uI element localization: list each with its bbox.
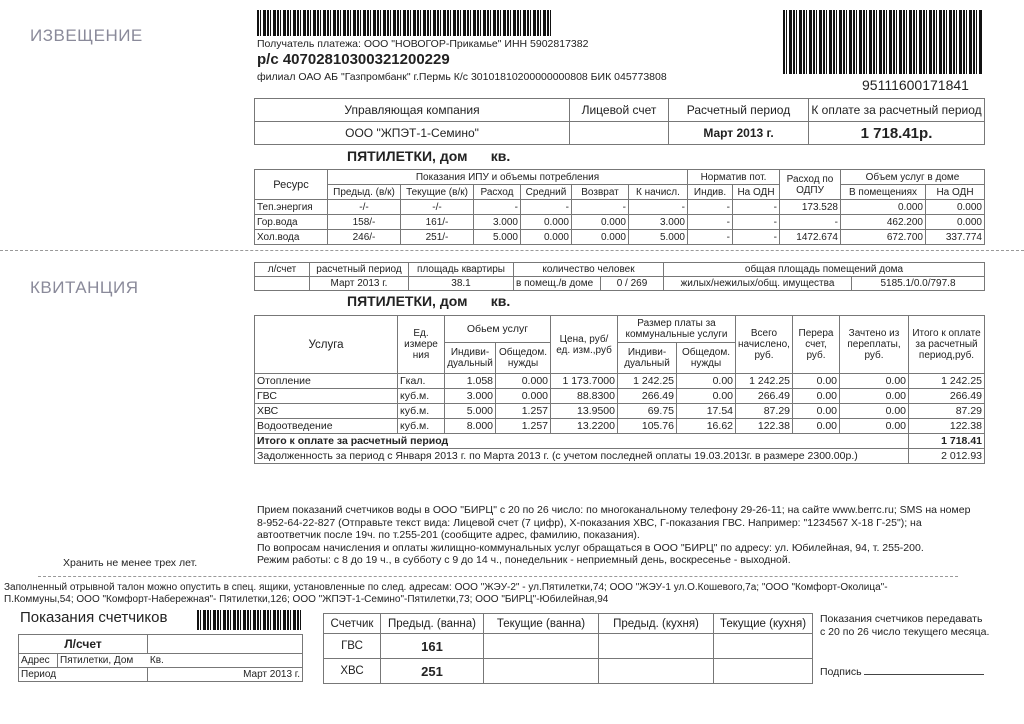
stub-address-value: Пятилетки, Дом Кв. xyxy=(58,654,303,668)
cell: 0.00 xyxy=(793,389,840,404)
h-due: Итого к оплате за расчетный период,руб. xyxy=(909,316,985,374)
cell: - xyxy=(688,200,733,215)
cell: 0.00 xyxy=(840,389,909,404)
cell: - xyxy=(572,200,629,215)
cell: 246/- xyxy=(328,230,401,245)
account-label: Лицевой счет xyxy=(570,99,669,122)
cell: 1 242.25 xyxy=(736,374,793,389)
cell: 1.058 xyxy=(445,374,496,389)
meter-table xyxy=(254,169,985,245)
info-line-4: По вопросам начисления и оплаты жилищно-коммунальных услуг обращаться в ООО "БИРЦ" по адресу: ул. Юбилейная, 94, т. 255-200. xyxy=(257,541,924,554)
cell: - xyxy=(629,200,688,215)
cell: 0.000 xyxy=(572,215,629,230)
sub-house-odn: На ОДН xyxy=(926,185,985,200)
cell: - xyxy=(688,215,733,230)
cell: - xyxy=(733,200,780,215)
cell: 13.2200 xyxy=(551,419,618,434)
company-label: Управляющая компания xyxy=(255,99,570,122)
cell: 0.00 xyxy=(677,374,736,389)
info-text xyxy=(257,504,987,567)
services-table xyxy=(254,315,985,464)
h-service: Услуга xyxy=(255,316,398,374)
receipt-label: КВИТАНЦИЯ xyxy=(30,278,139,297)
receipt-info-table xyxy=(254,262,985,291)
info-line-5: Режим работы: с 8 до 19 ч., в субботу с 9 до 14 ч., понедельник - неприемный день, воскресенье - выходной. xyxy=(257,554,791,566)
table-row xyxy=(255,230,985,245)
sub-odn: На ОДН xyxy=(733,185,780,200)
drop-note-line-2: П.Коммуны,54; ООО "Комфорт-Набережная"- Пятилетки,126; ООО "ЖПЭТ-1-Семино"-Пятилетки,73; ООО "БИРЦ"-Юбилейная,94 xyxy=(4,594,609,605)
cell: куб.м. xyxy=(398,389,445,404)
table-row xyxy=(255,374,985,389)
cell: 5.000 xyxy=(629,230,688,245)
cell: 266.49 xyxy=(909,389,985,404)
meter-readings-table xyxy=(323,613,813,684)
bank-details: филиал ОАО АБ "Газпромбанк" г.Пермь К/с 30101810200000000808 БИК 045773808 xyxy=(257,71,667,83)
sub-avg: Средний xyxy=(521,185,572,200)
submit-note: Показания счетчиков передавать с 20 по 26 число текущего месяца. xyxy=(820,613,990,638)
barcode-number: 95111600171841 xyxy=(862,77,969,93)
stub-period-value: Март 2013 г. xyxy=(148,668,303,682)
stub-info-table xyxy=(18,634,303,682)
h-period: расчетный период xyxy=(310,263,409,277)
cur-bath-input[interactable] xyxy=(484,634,599,659)
cell: куб.м. xyxy=(398,404,445,419)
cell: 69.75 xyxy=(618,404,677,419)
receipt-address: ПЯТИЛЕТКИ, дом кв. xyxy=(347,293,511,309)
period-value: Март 2013 г. xyxy=(669,122,809,145)
cell: 8.000 xyxy=(445,419,496,434)
cell: 5.000 xyxy=(474,230,521,245)
prev-bath-value: 251 xyxy=(381,659,484,684)
sub-indiv: Индив. xyxy=(688,185,733,200)
cell: 1472.674 xyxy=(780,230,841,245)
cell: 17.54 xyxy=(677,404,736,419)
sub-pay-indiv: Индиви- дуальный xyxy=(618,343,677,374)
table-row xyxy=(255,419,985,434)
h-cur-bath: Текущие (ванна) xyxy=(484,614,599,634)
meter-name: ХВС xyxy=(324,659,381,684)
notice-header-table xyxy=(254,98,985,145)
cell: 1.257 xyxy=(496,419,551,434)
total-label: Итого к оплате за расчетный период xyxy=(255,434,909,449)
h-overpay: Зачтено из переплаты, руб. xyxy=(840,316,909,374)
people-value: 0 / 269 xyxy=(601,277,664,291)
sub-vol-indiv: Индиви- дуальный xyxy=(445,343,496,374)
cell: - xyxy=(780,215,841,230)
stub-address-label: Адрес xyxy=(19,654,58,668)
row-name: Теп.энергия xyxy=(255,200,328,215)
barcode-stub xyxy=(197,610,302,630)
cell: - xyxy=(733,230,780,245)
h-pay: Размер платы за коммунальные услуги xyxy=(618,316,736,343)
cell: 0.000 xyxy=(496,389,551,404)
total-value: 1 718.41 xyxy=(909,434,985,449)
area-value: 38.1 xyxy=(409,277,514,291)
cell: - xyxy=(521,200,572,215)
cell: - xyxy=(733,215,780,230)
service-name: Водоотведение xyxy=(255,419,398,434)
h-total: Всего начислено, руб. xyxy=(736,316,793,374)
h-area: площадь квартиры xyxy=(409,263,514,277)
table-row xyxy=(255,215,985,230)
drop-note-line-1: Заполненный отрывной талон можно опустить в спец. ящики, установленные по след. адресам: ООО "ЖЭУ-2" - ул.Пятилетки,74; ООО "ЖЭУ-1 ул.О.Кошевого,7а; "ООО "Комфорт-Околица"- xyxy=(4,582,888,593)
cell: 1 242.25 xyxy=(909,374,985,389)
cell: 0.000 xyxy=(521,215,572,230)
cell: 16.62 xyxy=(677,419,736,434)
cell: 337.774 xyxy=(926,230,985,245)
cell: 1 242.25 xyxy=(618,374,677,389)
service-name: ХВС xyxy=(255,404,398,419)
table-row xyxy=(255,389,985,404)
cell: 0.000 xyxy=(496,374,551,389)
sub-use: Расход xyxy=(474,185,521,200)
debt-value: 2 012.93 xyxy=(909,449,985,464)
h-people: количество человек xyxy=(514,263,664,277)
cell: 105.76 xyxy=(618,419,677,434)
table-row xyxy=(324,634,813,659)
info-line-1: Прием показаний счетчиков воды в ООО "БИРЦ" с 20 по 26 число: по многоканальному телефону 29-26-11; на сайте www.berrc.ru; SMS на номер xyxy=(257,504,971,516)
table-row xyxy=(255,404,985,419)
cur-kitchen-input[interactable] xyxy=(714,659,813,684)
cell: 1 173.7000 xyxy=(551,374,618,389)
table-row xyxy=(255,200,985,215)
sub-prev: Предыд. (в/к) xyxy=(328,185,401,200)
cell: куб.м. xyxy=(398,419,445,434)
cell: 0.00 xyxy=(840,419,909,434)
due-label: К оплате за расчетный период xyxy=(809,99,985,122)
debt-label: Задолженность за период с Января 2013 г. по Марта 2013 г. (с учетом последней оплаты 19.03.2013г. в размере 2300.00р.) xyxy=(255,449,909,464)
notice-label: ИЗВЕЩЕНИЕ xyxy=(30,26,143,45)
meter-name: ГВС xyxy=(324,634,381,659)
table-row xyxy=(324,659,813,684)
notice-address: ПЯТИЛЕТКИ, дом кв. xyxy=(347,148,511,164)
cell: 13.9500 xyxy=(551,404,618,419)
h-cur-kitchen: Текущие (кухня) xyxy=(714,614,813,634)
info-line-2: 8-952-64-22-827 (Отправьте текст вида: Лицевой счет (7 цифр), Х-показания ХВС, Г-показания ГВС. Например: "1234567 Х-18 Г-25"); на xyxy=(257,516,922,529)
h-house: Объем услуг в доме xyxy=(841,170,985,185)
stub-account-value xyxy=(148,635,303,654)
drop-note xyxy=(4,582,1004,606)
sign-label: Подпись xyxy=(820,666,862,678)
sub-return: Возврат xyxy=(572,185,629,200)
cell: 161/- xyxy=(401,215,474,230)
cell: 0.00 xyxy=(840,404,909,419)
h-meter: Счетчик xyxy=(324,614,381,634)
cell: 0.00 xyxy=(793,419,840,434)
cell: -/- xyxy=(328,200,401,215)
sub-vol-common: Общедом. нужды xyxy=(496,343,551,374)
stub-period-label: Период xyxy=(19,668,148,682)
cell: 0.00 xyxy=(793,404,840,419)
cell: 0.00 xyxy=(840,374,909,389)
cell: 0.000 xyxy=(841,200,926,215)
prev-bath-value: 161 xyxy=(381,634,484,659)
h-prev-kitchen: Предыд. (кухня) xyxy=(599,614,714,634)
info-line-3: автоответчик после 19ч. по т.255-201 (сообщите адрес, фамилию, показания). xyxy=(257,529,640,541)
service-name: ГВС xyxy=(255,389,398,404)
h-prev-bath: Предыд. (ванна) xyxy=(381,614,484,634)
cell: 158/- xyxy=(328,215,401,230)
service-name: Отопление xyxy=(255,374,398,389)
cell: 1.257 xyxy=(496,404,551,419)
cell: 672.700 xyxy=(841,230,926,245)
sub-pay-common: Общедом. нужды xyxy=(677,343,736,374)
people-label: в помещ./в доме xyxy=(514,277,601,291)
account-number xyxy=(570,122,669,145)
cell: 87.29 xyxy=(736,404,793,419)
h-unit: Ед. измере ния xyxy=(398,316,445,374)
house-area-label: жилых/нежилых/общ. имущества xyxy=(664,277,852,291)
stub-account-label: Л/счет xyxy=(19,635,148,654)
cut-line-2 xyxy=(38,576,958,577)
payee: Получатель платежа: ООО "НОВОГОР-Прикамье" ИНН 5902817382 xyxy=(257,38,589,50)
keep-note: Хранить не менее трех лет. xyxy=(63,557,198,569)
cell: 87.29 xyxy=(909,404,985,419)
h-volume: Обьем услуг xyxy=(445,316,551,343)
cell: -/- xyxy=(401,200,474,215)
h-house-area: общая площадь помещений дома xyxy=(664,263,985,277)
h-account: л/счет xyxy=(255,263,310,277)
cell: - xyxy=(474,200,521,215)
barcode-large xyxy=(783,10,983,74)
cell: 0.000 xyxy=(926,200,985,215)
cell: 5.000 xyxy=(445,404,496,419)
cell: 122.38 xyxy=(909,419,985,434)
cell: 3.000 xyxy=(629,215,688,230)
company-name: ООО "ЖПЭТ-1-Семино" xyxy=(255,122,570,145)
h-odpu: Расход по ОДПУ xyxy=(780,170,841,200)
h-recalc: Перера счет, руб. xyxy=(793,316,840,374)
cur-kitchen-input[interactable] xyxy=(714,634,813,659)
bank-account: р/с 40702810300321200229 xyxy=(257,51,450,68)
row-name: Хол.вода xyxy=(255,230,328,245)
cell: 462.200 xyxy=(841,215,926,230)
house-area-value: 5185.1/0.0/797.8 xyxy=(852,277,985,291)
cell: 266.49 xyxy=(736,389,793,404)
h-ipu: Показания ИПУ и объемы потребления xyxy=(328,170,688,185)
cell: 3.000 xyxy=(474,215,521,230)
barcode-small xyxy=(257,10,552,36)
prev-kitchen-value xyxy=(599,659,714,684)
cell: 0.000 xyxy=(572,230,629,245)
stub-title: Показания счетчиков xyxy=(20,609,168,626)
h-norm: Норматив пот. xyxy=(688,170,780,185)
cell: 0.00 xyxy=(677,389,736,404)
cell: 0.00 xyxy=(793,374,840,389)
sign-line[interactable] xyxy=(864,674,984,675)
cell: 173.528 xyxy=(780,200,841,215)
cell: 122.38 xyxy=(736,419,793,434)
due-amount: 1 718.41р. xyxy=(809,122,985,145)
sub-cur: Текущие (в/к) xyxy=(401,185,474,200)
account-value xyxy=(255,277,310,291)
cell: 0.000 xyxy=(521,230,572,245)
period-value: Март 2013 г. xyxy=(310,277,409,291)
cell: Гкал. xyxy=(398,374,445,389)
prev-kitchen-value xyxy=(599,634,714,659)
h-price: Цена, руб/ед. изм.,руб xyxy=(551,316,618,374)
cell: 3.000 xyxy=(445,389,496,404)
sub-rooms: В помещениях xyxy=(841,185,926,200)
h-resource: Ресурс xyxy=(255,170,328,200)
cell: 88.8300 xyxy=(551,389,618,404)
sub-charge: К начисл. xyxy=(629,185,688,200)
cut-line-1 xyxy=(0,250,1024,251)
cell: 0.000 xyxy=(926,215,985,230)
cell: 266.49 xyxy=(618,389,677,404)
period-label: Расчетный период xyxy=(669,99,809,122)
cur-bath-input[interactable] xyxy=(484,659,599,684)
cell: - xyxy=(688,230,733,245)
sign-area xyxy=(820,666,984,678)
row-name: Гор.вода xyxy=(255,215,328,230)
cell: 251/- xyxy=(401,230,474,245)
